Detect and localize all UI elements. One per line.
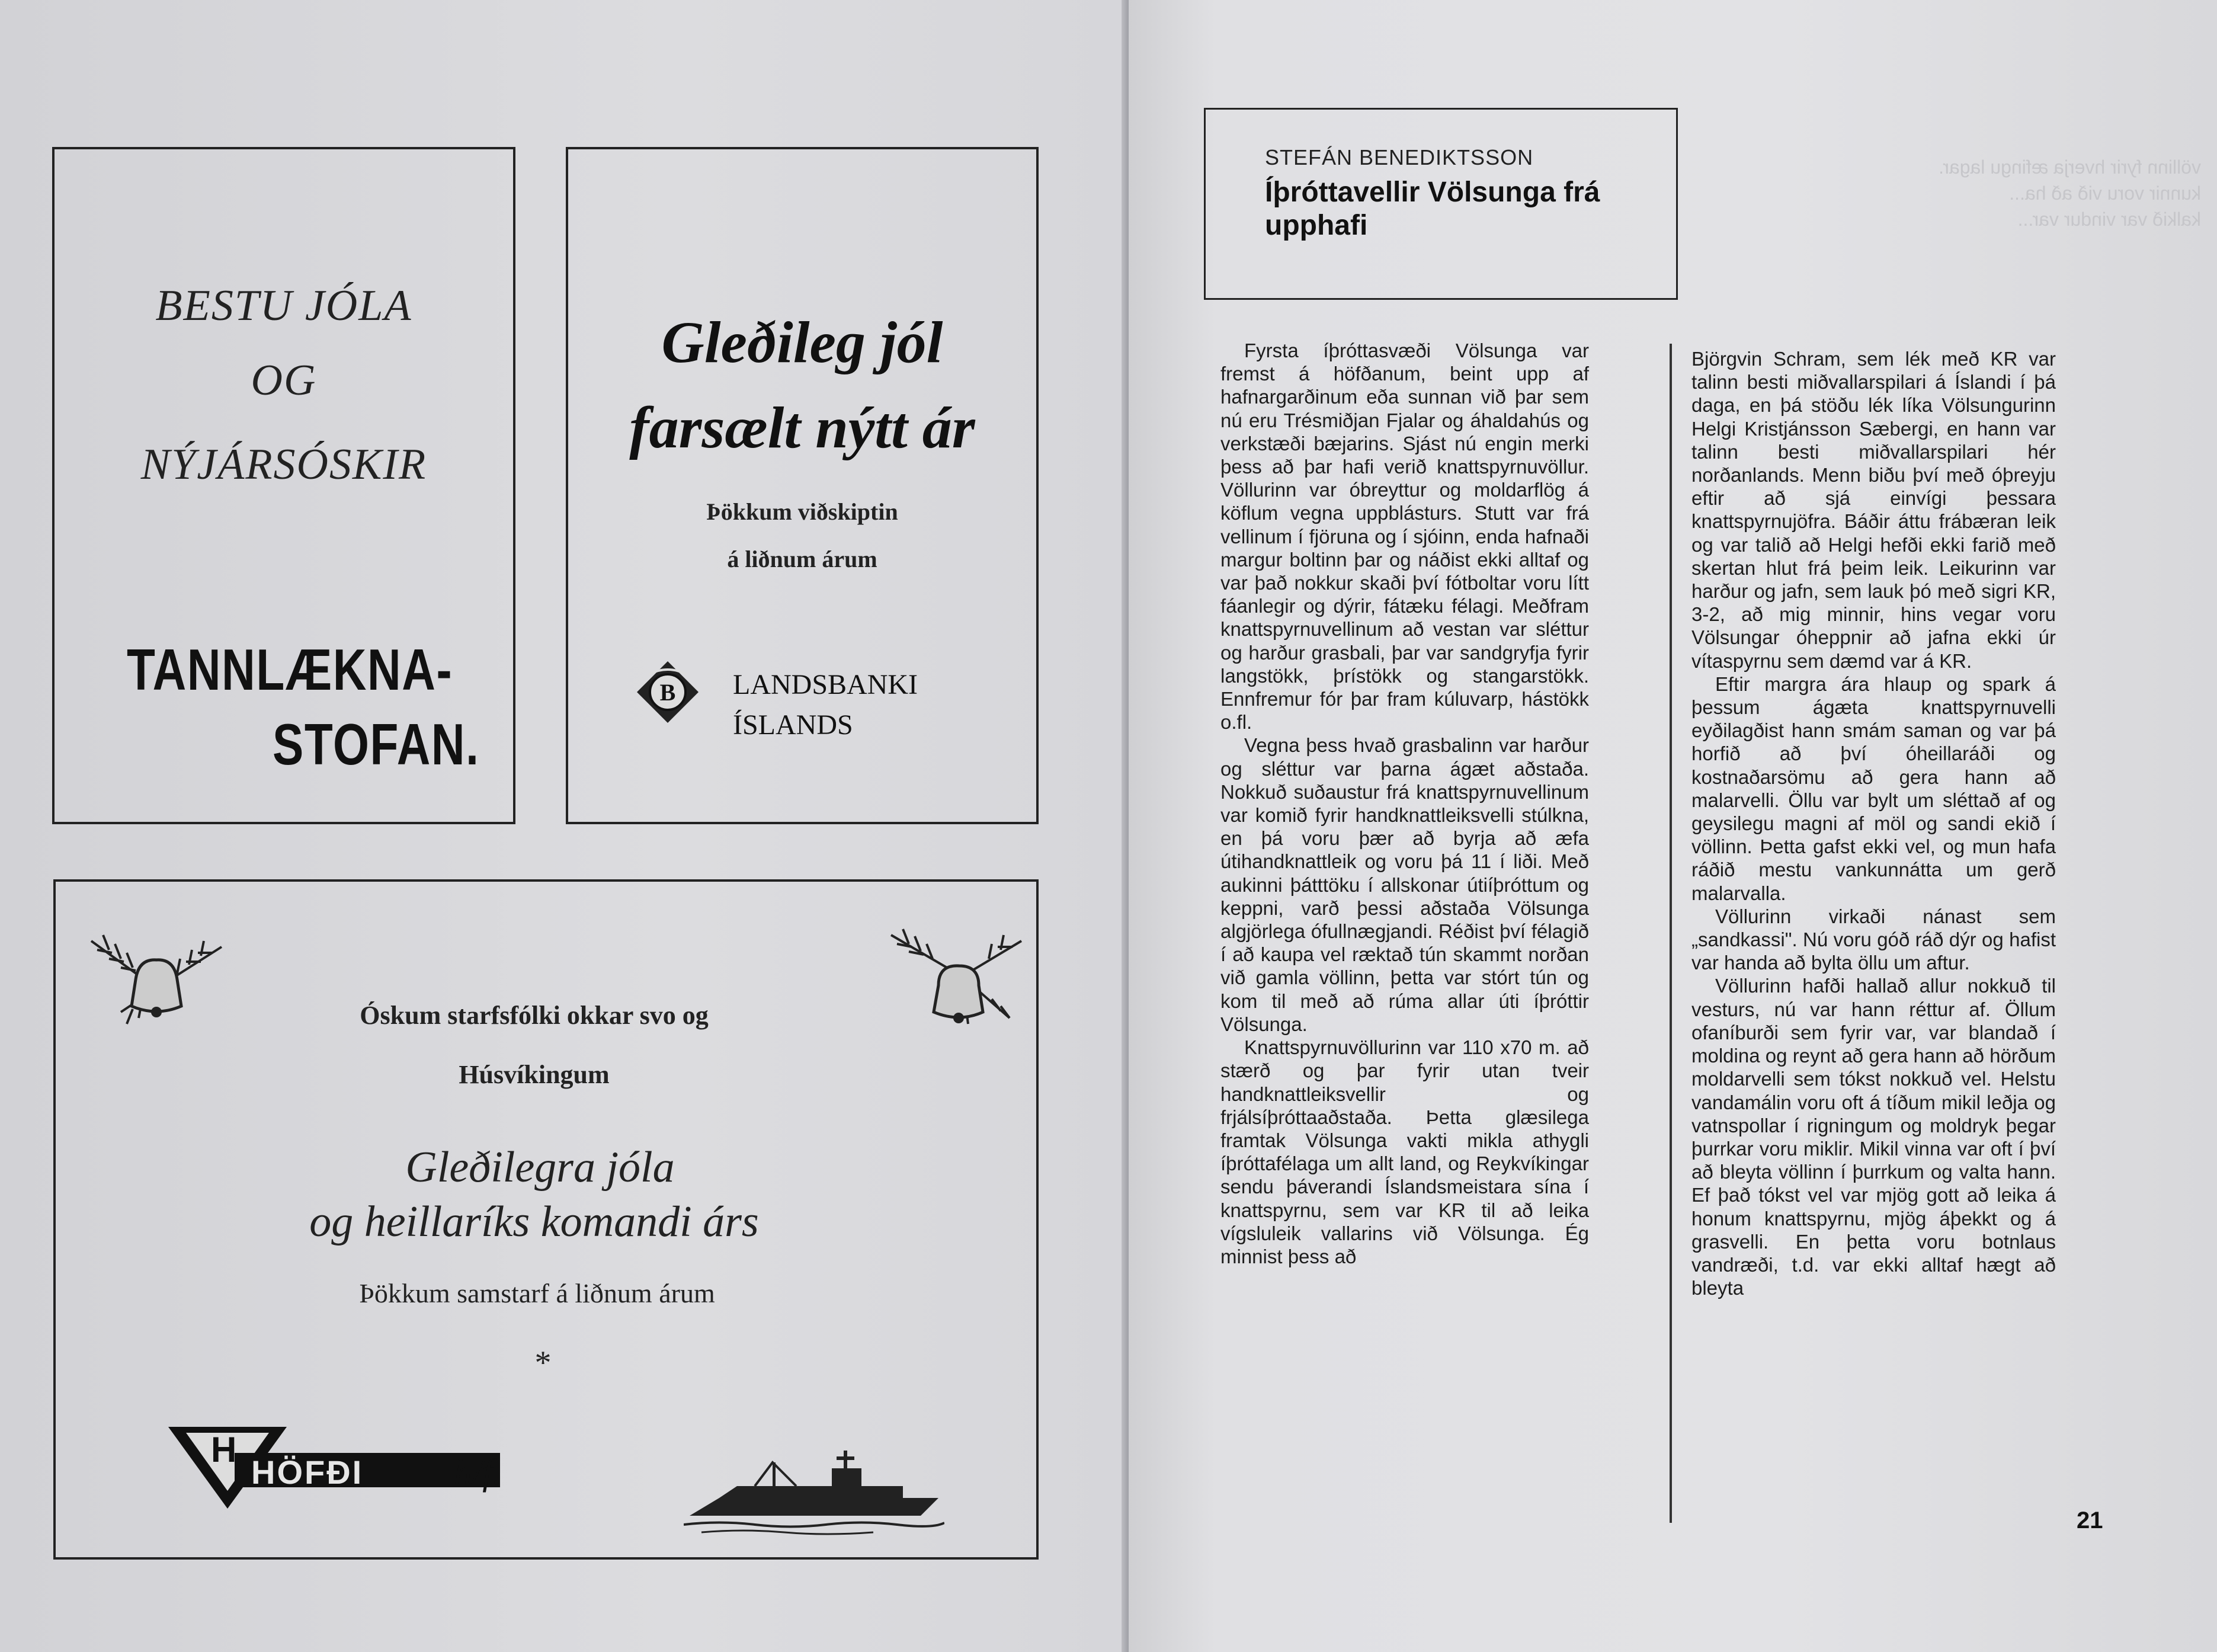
- paragraph: Vegna þess hvað grasbalinn var harður og sléttur var þarna ágæt aðstaða. Nokkuð suðaustur frá knattspyrnuvellinum var komið fyrir handknattleiksvelli stúlkna, en þá voru þær að byrja að æfa útihandknattleik og voru þá 11 í liði. Með aukinni þátttöku í allskonar útiíþróttum og keppni, varð þessi aðstaða Völsunga algjörlega ófullnægjandi. Réðist því félagið í að kaupa vel ræktað tún skammt norðan við gamla völlinn, þetta var stórt tún og kom til með að rúma allar úti íþróttir Völsunga.: [1220, 734, 1589, 1035]
- svg-text:B: B: [659, 679, 676, 706]
- firm-name-line-1: TANNLÆKNA-: [127, 637, 453, 702]
- greeting-line-2: farsælt nýtt ár: [629, 395, 975, 460]
- article-title: Íþróttavellir Völsunga frá upphafi: [1265, 177, 1600, 241]
- wish-line-2: Húsvíkingum: [459, 1060, 610, 1089]
- bank-name-line-2: ÍSLANDS: [733, 709, 853, 741]
- wish-line-1: Óskum starfsfólki okkar svo og: [360, 1001, 709, 1030]
- bank-emblem-icon: [632, 657, 703, 728]
- greeting-line-2: OG: [251, 356, 317, 405]
- bank-ad: [566, 147, 1039, 824]
- firm-name-line-2: STOFAN.: [273, 712, 480, 777]
- ship-icon: [684, 1427, 944, 1539]
- right-page: [1129, 0, 2217, 1652]
- greeting-line-1: BESTU JÓLA: [155, 281, 412, 330]
- star-ornament: *: [534, 1344, 552, 1381]
- paragraph: Knattspyrnuvöllurinn var 110 x70 m. að stærð og þar fyrir utan tveir handknattleiksvellir og frjálsíþróttaaðstaða. Þetta glæsilega framtak Völsunga vakti mikla athygli íþróttafélaga um allt land, og Reykvíkingar sendu þáverandi Íslandsmeistara sína í knattspyrnu, sem var KR til að leika vígsluleik vallarins við Völsunga. Ég minnist þess að: [1220, 1036, 1589, 1267]
- paragraph: Eftir margra ára hlaup og spark á þessum ágæta knattspyrnuvelli eyðilagðist hann smám saman og var þá horfið að því óheillaráði og kostnaðarsömu að gera hann að malarvelli. Öllu var bylt um sléttað af og geysilegu magni af möl og sandi ekið í völlinn. Þetta gafst ekki vel, og mun hafa ráðið mestu vankunnátta um gerð malarvalla.: [1691, 673, 2056, 904]
- greeting-line-3: NÝJÁRSÓSKIR: [140, 440, 427, 489]
- greeting-line-2: og heillaríks komandi árs: [309, 1198, 759, 1246]
- greeting-line-1: Gleðileg jól: [661, 309, 943, 375]
- thanks-line-1: Þökkum viðskiptin: [706, 498, 898, 525]
- article-header: [1204, 108, 1678, 300]
- paragraph: Völlurinn hafði hallað allur nokkuð til vesturs, nú var hann réttur af. Öllum ofaníburði sem fyrir var, var blandað í moldina og reynt að gera hann að hörðum moldarvelli sem tókst nokkuð vel. Helstu vandamálin voru oft á tíðum mikil leðja og vatnspollar í rigningum og moldryk þegar þurrkar voru miklir. Mikil vinna var oft í því að bleyta völlinn í þurrkum og valta hann. Ef það tókst vel var mjög gott að leika á honum knattspyrnu, mjög áþekkt og á grasvelli. En þetta voru botnlaus vandræði, t.d. var ekki alltaf hægt að bleyta: [1691, 975, 2056, 1299]
- thanks-line-2: á liðnum árum: [727, 546, 877, 572]
- greeting-line-1: Gleðilegra jóla: [405, 1143, 675, 1192]
- paragraph: Völlurinn virkaði nánast sem „sandkassi". Nú voru góð ráð dýr og hafist var handa að bylta öllu um aftur.: [1691, 905, 2056, 974]
- paragraph: Björgvin Schram, sem lék með KR var talinn besti miðvallarspilari á Íslandi í þá daga, en þá stöðu lék líka Völsungurinn Helgi Kristjánsson Sæbergi, en hann var talinn besti miðvallarspilari hér norðanlands. Menn biðu því með óþreyju eftir að sjá einvígi þessara knattspyrnujöfra. Báðir áttu frábæran leik og var talið að Helgi hefði ekki farið með skertan hlut frá þeim leik. Leikurinn var harður og jafn, sem lauk þó með sigri KR, 3-2, að mig minnir, hins vegar voru Völsungar óheppnir að jafna ekki úr vítaspyrnu sem dæmd var á KR.: [1691, 348, 2056, 672]
- page-number: 21: [2077, 1507, 2103, 1533]
- logo-suffix: h/f.: [454, 1452, 502, 1493]
- bank-name-line-1: LANDSBANKI: [733, 669, 918, 700]
- logo-letter: H: [211, 1430, 237, 1469]
- column-divider: [1670, 344, 1672, 1523]
- dentist-ad: [52, 147, 515, 824]
- article-column-1: [1220, 339, 1589, 1268]
- thanks-line: Þökkum samstarf á liðnum árum: [359, 1278, 715, 1308]
- article-column-2: [1691, 347, 2056, 1299]
- hofdi-ad: [53, 879, 1039, 1560]
- show-through-text: völlinn fyrir hverja æfingu lagar. kunnir voru við að ha... kalkið var vindur var...: [1939, 156, 2201, 230]
- article-author: STEFÁN BENEDIKTSSON: [1265, 145, 1534, 169]
- paragraph: Fyrsta íþróttasvæði Völsunga var fremst á höfðanum, beint upp af hafnargarðinum eða sunnan við þar sem nú eru Trésmiðjan Fjalar og áhaldahús og verkstæði bæjarins. Sjást nú engin merki þess að þar hafi verið knattspyrnuvöllur. Völlurinn var óbreyttur og moldarflög á köflum vegna uppblásturs. Stutt var frá vellinum í fjöruna og í sjóinn, enda hafnaði margur boltinn þar og náðist ekki alltaf og var það nokkur skaði því fótboltar voru lítt fáanlegir og dýrir, fátæku félagi. Meðfram knattspyrnuvellinum að vestan var sléttur og harður grasbali, þar var sandgryfja fyrir langstökk, þrístökk og stangarstökk. Ennfremur fór þar fram kúluvarp, hástökk o.fl.: [1220, 340, 1589, 734]
- logo-name: HÖFÐI: [251, 1453, 364, 1491]
